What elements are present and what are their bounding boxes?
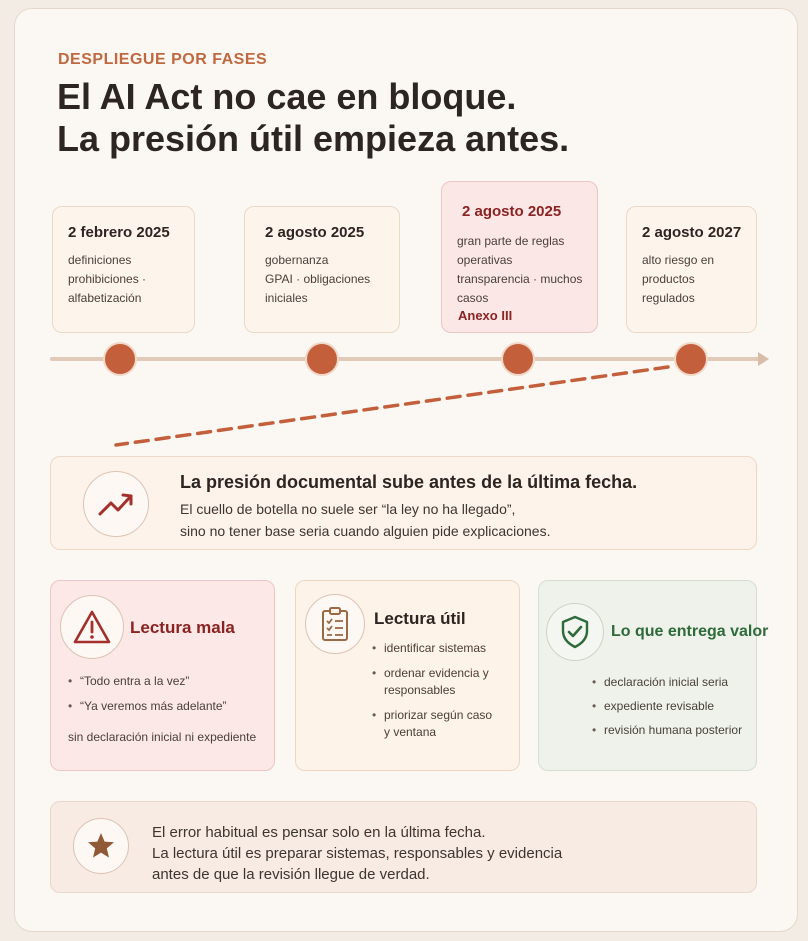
annex-label: Anexo III xyxy=(458,308,513,323)
panel-title: Lectura mala xyxy=(130,618,235,637)
list-item xyxy=(372,665,492,699)
star-icon xyxy=(73,818,129,874)
timeline-desc-line: operativas xyxy=(457,253,513,267)
timeline-desc-line: gobernanza xyxy=(265,253,329,267)
footer-line: La lectura útil es preparar sistemas, responsables y evidencia xyxy=(152,845,563,862)
footer-text xyxy=(152,822,562,885)
clipboard-checklist-icon xyxy=(305,594,365,654)
list-item-text: • priorizar según caso xyxy=(384,708,493,722)
list-item: • “Todo entra a la vez” xyxy=(68,673,227,690)
timeline-desc-line: definiciones xyxy=(68,253,132,267)
list-item: • revisión humana posterior xyxy=(592,722,742,739)
list-item xyxy=(372,707,492,741)
eyebrow-label: DESPLIEGUE POR FASES xyxy=(58,51,268,68)
timeline-desc-line: casos xyxy=(457,291,489,305)
timeline-desc-line: regulados xyxy=(642,291,695,305)
panel-list xyxy=(372,640,492,741)
timeline-desc-line: alfabetización xyxy=(68,291,142,305)
timeline-desc-line: productos xyxy=(642,272,695,286)
footer-line: El error habitual es pensar solo en la última fecha. xyxy=(152,824,486,841)
list-item: • “Ya veremos más adelante” xyxy=(68,698,227,715)
panel-list xyxy=(68,673,227,715)
trending-up-icon xyxy=(83,471,149,537)
panel-title: Lectura útil xyxy=(374,609,466,628)
panel-list xyxy=(592,674,742,739)
panel-note: sin declaración inicial ni expediente xyxy=(68,730,257,744)
list-item-text: identificar sistemas xyxy=(384,641,487,655)
warning-icon xyxy=(60,595,124,659)
timeline-desc-line: prohibiciones · xyxy=(68,272,147,286)
list-item: • declaración inicial seria xyxy=(592,674,742,691)
pressure-banner xyxy=(50,456,757,550)
list-item xyxy=(372,640,492,657)
timeline-desc-line: transparencia · muchos xyxy=(457,272,583,286)
list-item-text: • ordenar evidencia y xyxy=(384,666,489,680)
timeline-desc-line: iniciales xyxy=(265,291,308,305)
timeline-date: 2 febrero 2025 xyxy=(68,224,170,241)
title-line-1: El AI Act no cae en bloque. xyxy=(57,76,517,117)
timeline-desc-line: alto riesgo en xyxy=(642,253,715,267)
shield-check-icon xyxy=(546,603,604,661)
list-item-text: responsables xyxy=(384,683,456,697)
panel-bad-reading xyxy=(50,580,275,771)
banner-line: sino no tener base seria cuando alguien pide explicaciones. xyxy=(180,523,551,539)
title-line-2: La presión útil empieza antes. xyxy=(57,118,570,159)
panel-useful-reading xyxy=(295,580,520,771)
footer-line: antes de que la revisión llegue de verdad. xyxy=(152,866,430,883)
timeline-date: 2 agosto 2025 xyxy=(265,224,365,241)
banner-body xyxy=(180,498,550,542)
panel-title: Lo que entrega valor xyxy=(611,623,769,640)
footer-callout xyxy=(50,801,757,893)
list-item-text: y ventana xyxy=(384,725,437,739)
timeline-date: 2 agosto 2025 xyxy=(462,203,562,220)
timeline-date: 2 agosto 2027 xyxy=(642,224,742,241)
list-item: • expediente revisable xyxy=(592,698,742,715)
panel-value xyxy=(538,580,769,771)
timeline-desc-line: GPAI · obligaciones xyxy=(265,272,371,286)
banner-line: El cuello de botella no suele ser “la ley no ha llegado”, xyxy=(180,501,516,517)
timeline-desc-line: gran parte de reglas xyxy=(457,234,565,248)
pressure-connector xyxy=(0,0,808,460)
banner-title: La presión documental sube antes de la última fecha. xyxy=(180,472,638,492)
